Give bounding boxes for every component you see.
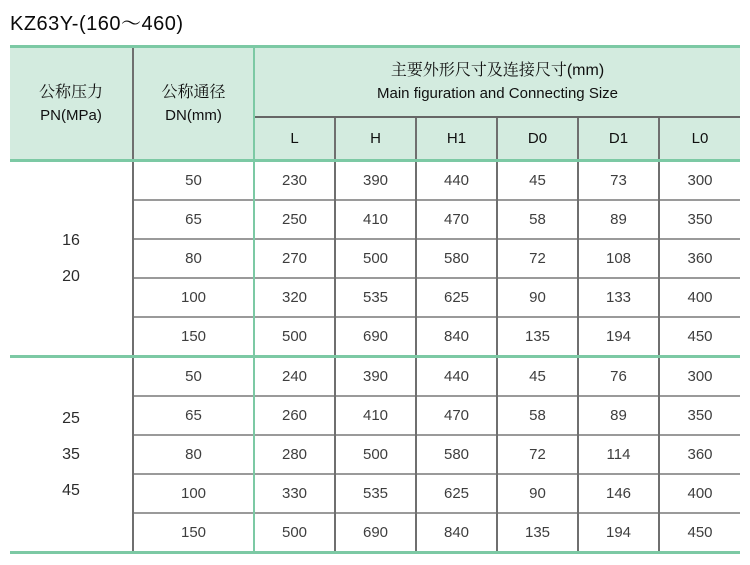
page-title: KZ63Y-(160～460)	[10, 13, 184, 35]
dim-cell-D1: 194	[578, 513, 659, 553]
dim-cell-H1: 840	[416, 317, 497, 357]
dim-cell-L: 230	[254, 161, 335, 201]
dim-cell-L0: 450	[659, 513, 740, 553]
dim-cell-L0: 360	[659, 239, 740, 278]
dim-cell-L: 280	[254, 435, 335, 474]
pressure-value: 35	[62, 445, 80, 463]
dim-cell-H1: 580	[416, 435, 497, 474]
dim-cell-H: 390	[335, 357, 416, 397]
pressure-value: 20	[62, 267, 80, 285]
dim-cell-D1: 146	[578, 474, 659, 513]
dim-cell-H1: 470	[416, 396, 497, 435]
dim-cell-L: 250	[254, 200, 335, 239]
dim-cell-D0: 135	[497, 513, 578, 553]
dim-cell-H1: 440	[416, 161, 497, 201]
dim-cell-D1: 89	[578, 200, 659, 239]
dim-cell-D0: 72	[497, 435, 578, 474]
dim-cell-L: 320	[254, 278, 335, 317]
dim-cell-D1: 73	[578, 161, 659, 201]
pressure-cell-group2	[10, 357, 133, 553]
dim-cell-D0: 58	[497, 200, 578, 239]
dim-cell-H1: 580	[416, 239, 497, 278]
dim-cell-D1: 133	[578, 278, 659, 317]
dn-cell: 150	[133, 317, 254, 357]
pressure-cell-group1	[10, 161, 133, 357]
dim-cell-L0: 400	[659, 278, 740, 317]
dim-cell-L: 270	[254, 239, 335, 278]
pressure-value: 25	[62, 409, 80, 427]
dim-cell-L0: 300	[659, 161, 740, 201]
dim-cell-L: 330	[254, 474, 335, 513]
dim-cell-D0: 135	[497, 317, 578, 357]
dim-cell-D1: 76	[578, 357, 659, 397]
dn-cell: 50	[133, 357, 254, 397]
col-header-H: H	[335, 117, 416, 161]
dim-cell-D1: 89	[578, 396, 659, 435]
dim-cell-H: 390	[335, 161, 416, 201]
dn-cell: 80	[133, 239, 254, 278]
col-header-pressure-en: PN(MPa)	[40, 106, 102, 124]
dim-cell-H1: 440	[416, 357, 497, 397]
dn-cell: 150	[133, 513, 254, 553]
dim-cell-H: 500	[335, 435, 416, 474]
dn-cell: 80	[133, 435, 254, 474]
dn-cell: 100	[133, 278, 254, 317]
dim-cell-L0: 300	[659, 357, 740, 397]
dim-cell-D0: 90	[497, 474, 578, 513]
dim-cell-H: 535	[335, 278, 416, 317]
dim-cell-L0: 350	[659, 396, 740, 435]
col-header-dimensions-en: Main figuration and Connecting Size	[377, 84, 618, 102]
dim-cell-H1: 625	[416, 278, 497, 317]
dim-cell-D0: 45	[497, 161, 578, 201]
dim-cell-L: 500	[254, 513, 335, 553]
dim-cell-H1: 470	[416, 200, 497, 239]
col-header-D1: D1	[578, 117, 659, 161]
dim-cell-D0: 45	[497, 357, 578, 397]
col-header-H1: H1	[416, 117, 497, 161]
col-header-dimensions-zh: 主要外形尺寸及连接尺寸(mm)	[390, 61, 605, 79]
dim-cell-H: 690	[335, 513, 416, 553]
dim-cell-H: 410	[335, 396, 416, 435]
dim-cell-D0: 58	[497, 396, 578, 435]
col-header-pressure	[10, 47, 133, 161]
dn-cell: 65	[133, 200, 254, 239]
header-row-main	[10, 47, 740, 117]
dn-cell: 65	[133, 396, 254, 435]
pressure-value: 16	[62, 231, 80, 249]
col-header-dn-zh: 公称通径	[161, 83, 226, 101]
col-header-L0: L0	[659, 117, 740, 161]
col-header-dimensions-group	[254, 47, 740, 117]
dim-cell-D1: 194	[578, 317, 659, 357]
pressure-value: 45	[62, 481, 80, 499]
col-header-pressure-zh: 公称压力	[38, 83, 103, 101]
dim-cell-L: 260	[254, 396, 335, 435]
dim-cell-D0: 72	[497, 239, 578, 278]
col-header-dn	[133, 47, 254, 161]
dim-cell-H1: 625	[416, 474, 497, 513]
dn-cell: 50	[133, 161, 254, 201]
col-header-dn-en: DN(mm)	[165, 106, 222, 124]
dim-cell-H: 410	[335, 200, 416, 239]
dim-cell-D0: 90	[497, 278, 578, 317]
dim-cell-L0: 450	[659, 317, 740, 357]
dimension-spec-table	[10, 45, 740, 554]
dim-cell-H: 535	[335, 474, 416, 513]
dim-cell-L0: 360	[659, 435, 740, 474]
dim-cell-L0: 400	[659, 474, 740, 513]
dim-cell-H: 690	[335, 317, 416, 357]
dim-cell-L0: 350	[659, 200, 740, 239]
dim-cell-H1: 840	[416, 513, 497, 553]
dim-cell-L: 240	[254, 357, 335, 397]
table-row	[10, 161, 740, 201]
col-header-D0: D0	[497, 117, 578, 161]
dn-cell: 100	[133, 474, 254, 513]
dim-cell-L: 500	[254, 317, 335, 357]
table-row	[10, 357, 740, 397]
dim-cell-D1: 114	[578, 435, 659, 474]
dim-cell-H: 500	[335, 239, 416, 278]
col-header-L: L	[254, 117, 335, 161]
dim-cell-D1: 108	[578, 239, 659, 278]
